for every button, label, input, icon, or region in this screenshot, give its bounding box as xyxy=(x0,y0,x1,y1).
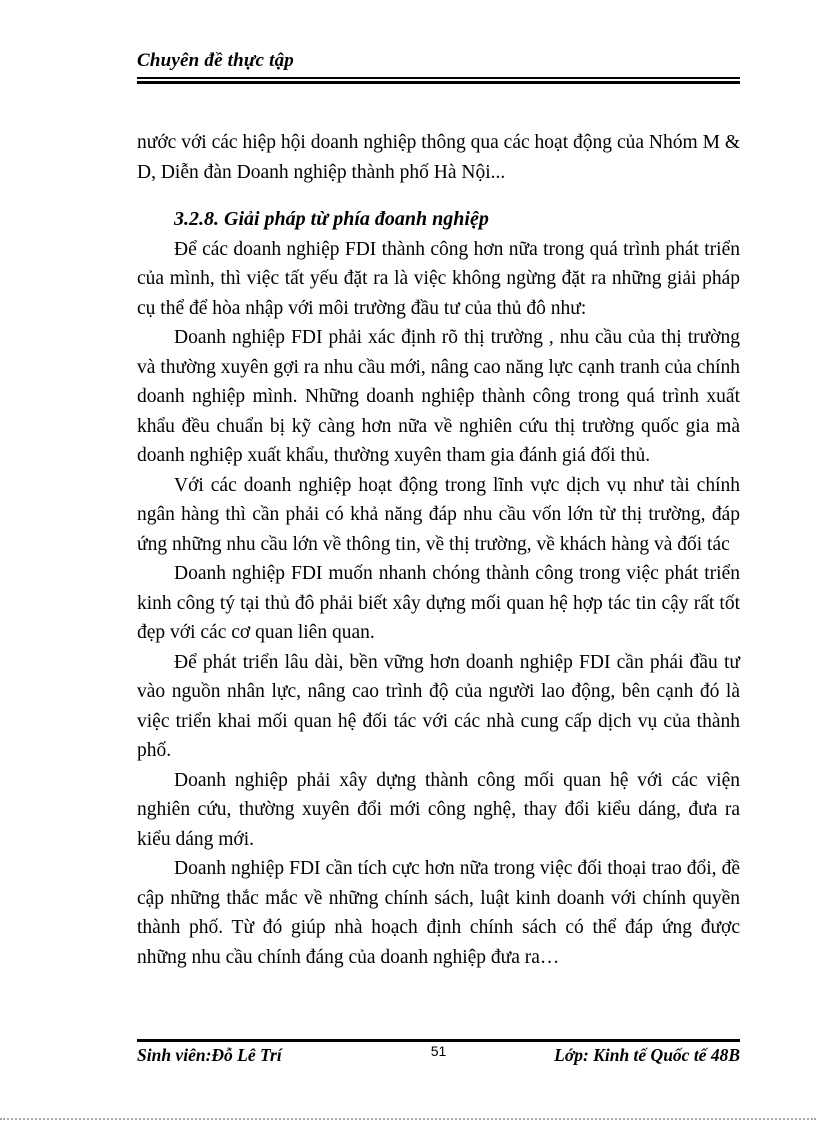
footer-rule xyxy=(137,1039,740,1042)
page-number: 51 xyxy=(430,1043,447,1059)
paragraph: Doanh nghiệp phải xây dựng thành công mối quan hệ với các viện nghiên cứu, thường xuyên đổi mới công nghệ, thay đổi kiểu dáng, đưa ra kiểu dáng mới. xyxy=(137,769,740,850)
paragraph: Để các doanh nghiệp FDI thành công hơn nữa trong quá trình phát triển của mình, thì việc tất yếu đặt ra là việc không ngừng đặt ra những giải pháp cụ thể để hòa nhập với môi trường đầu tư của thủ đô như: xyxy=(137,238,740,319)
paragraph: Doanh nghiệp FDI cần tích cực hơn nữa trong việc đối thoại trao đổi, đề cập những thắc mắc về những chính sách, luật kinh doanh với chính quyền thành phố. Từ đó giúp nhà hoạch định chính sách có thể đáp ứng được những nhu cầu chính đáng của doanh nghiệp đưa ra… xyxy=(137,858,740,968)
paragraph: Doanh nghiệp FDI phải xác định rõ thị trường , nhu cầu của thị trường và thường xuyên gợi ra nhu cầu mới, nâng cao năng lực cạnh tranh của chính doanh nghiệp mình. Những doanh nghiệp thành công trong quá trình xuất khẩu đều chuẩn bị kỹ càng hơn nữa về nghiên cứu thị trường quốc gia mà doanh nghiệp xuất khẩu, thường xuyên tham gia đánh giá đối thủ. xyxy=(137,327,740,466)
footer-class-name: Lớp: Kinh tế Quốc tế 48B xyxy=(554,1045,740,1065)
paragraph: Để phát triển lâu dài, bền vững hơn doanh nghiệp FDI cần phái đầu tư vào nguồn nhân lực, nâng cao trình độ của người lao động, bên cạnh đó là việc triển khai mối quan hệ đối tác với các nhà cung cấp dịch vụ của thành phố. xyxy=(137,651,740,761)
page-footer xyxy=(137,1039,740,1066)
paragraph: Với các doanh nghiệp hoạt động trong lĩnh vực dịch vụ như tài chính ngân hàng thì cần phải có khả năng đáp nhu cầu vốn lớn từ thị trường, đáp ứng những nhu cầu lớn về thông tin, về thị trường, về khách hàng và đối tác xyxy=(137,474,740,555)
page-break-dotted-line xyxy=(0,1118,816,1120)
paragraph-continuation: nước với các hiệp hội doanh nghiệp thông qua các hoạt động của Nhóm M & D, Diễn đàn Doanh nghiệp thành phố Hà Nội... xyxy=(137,132,740,183)
paragraph: Doanh nghiệp FDI muốn nhanh chóng thành công trong việc phát triển kinh công tý tại thủ đô phải biết xây dựng mối quan hệ hợp tác tin cậy rất tốt đẹp với các cơ quan liên quan. xyxy=(137,563,740,643)
page-header xyxy=(137,50,740,84)
header-double-rule xyxy=(137,77,740,84)
footer-student-name: Sinh viên:Đỗ Lê Trí xyxy=(137,1045,282,1065)
running-head-title: Chuyên đề thực tập xyxy=(137,50,294,71)
footer-row xyxy=(137,1045,740,1066)
section-heading: 3.2.8. Giải pháp từ phía đoanh nghiệp xyxy=(174,208,489,230)
document-body xyxy=(137,128,740,972)
